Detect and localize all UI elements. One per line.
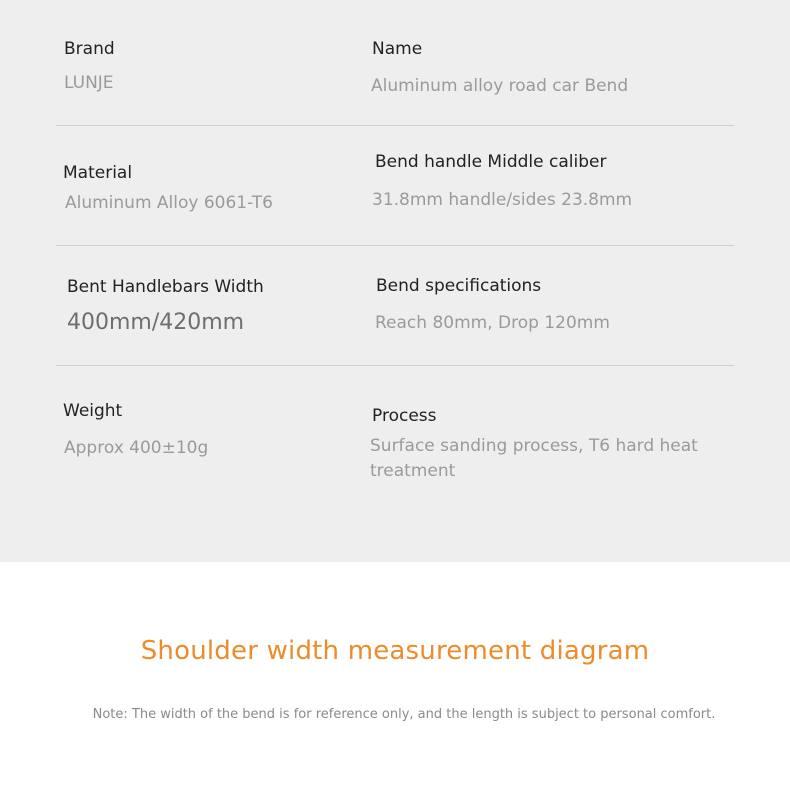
name-value: Aluminum alloy road car Bend — [371, 76, 629, 96]
width-label: Bent Handlebars Width — [67, 277, 264, 297]
diagram-note: Note: The width of the bend is for reference only, and the length is subject to personal comfort. — [92, 707, 716, 722]
material-label: Material — [63, 163, 133, 183]
caliber-value: 31.8mm handle/sides 23.8mm — [372, 190, 633, 210]
width-value: 400mm/420mm — [67, 310, 245, 335]
row-divider — [56, 125, 734, 126]
row-divider — [56, 365, 734, 366]
process-value: Surface sanding process, T6 hard heat treatment — [370, 436, 698, 481]
name-label: Name — [372, 39, 423, 59]
bend-specs-value: Reach 80mm, Drop 120mm — [375, 313, 610, 333]
weight-value: Approx 400±10g — [64, 438, 209, 458]
diagram-heading: Shoulder width measurement diagram — [140, 636, 650, 666]
process-label: Process — [372, 406, 437, 426]
brand-value: LUNJE — [64, 73, 114, 93]
weight-label: Weight — [63, 401, 123, 421]
bend-specs-label: Bend specifications — [376, 276, 542, 296]
material-value: Aluminum Alloy 6061-T6 — [65, 193, 273, 213]
row-divider — [56, 245, 734, 246]
caliber-label: Bend handle Middle caliber — [375, 152, 607, 172]
brand-label: Brand — [64, 39, 115, 59]
